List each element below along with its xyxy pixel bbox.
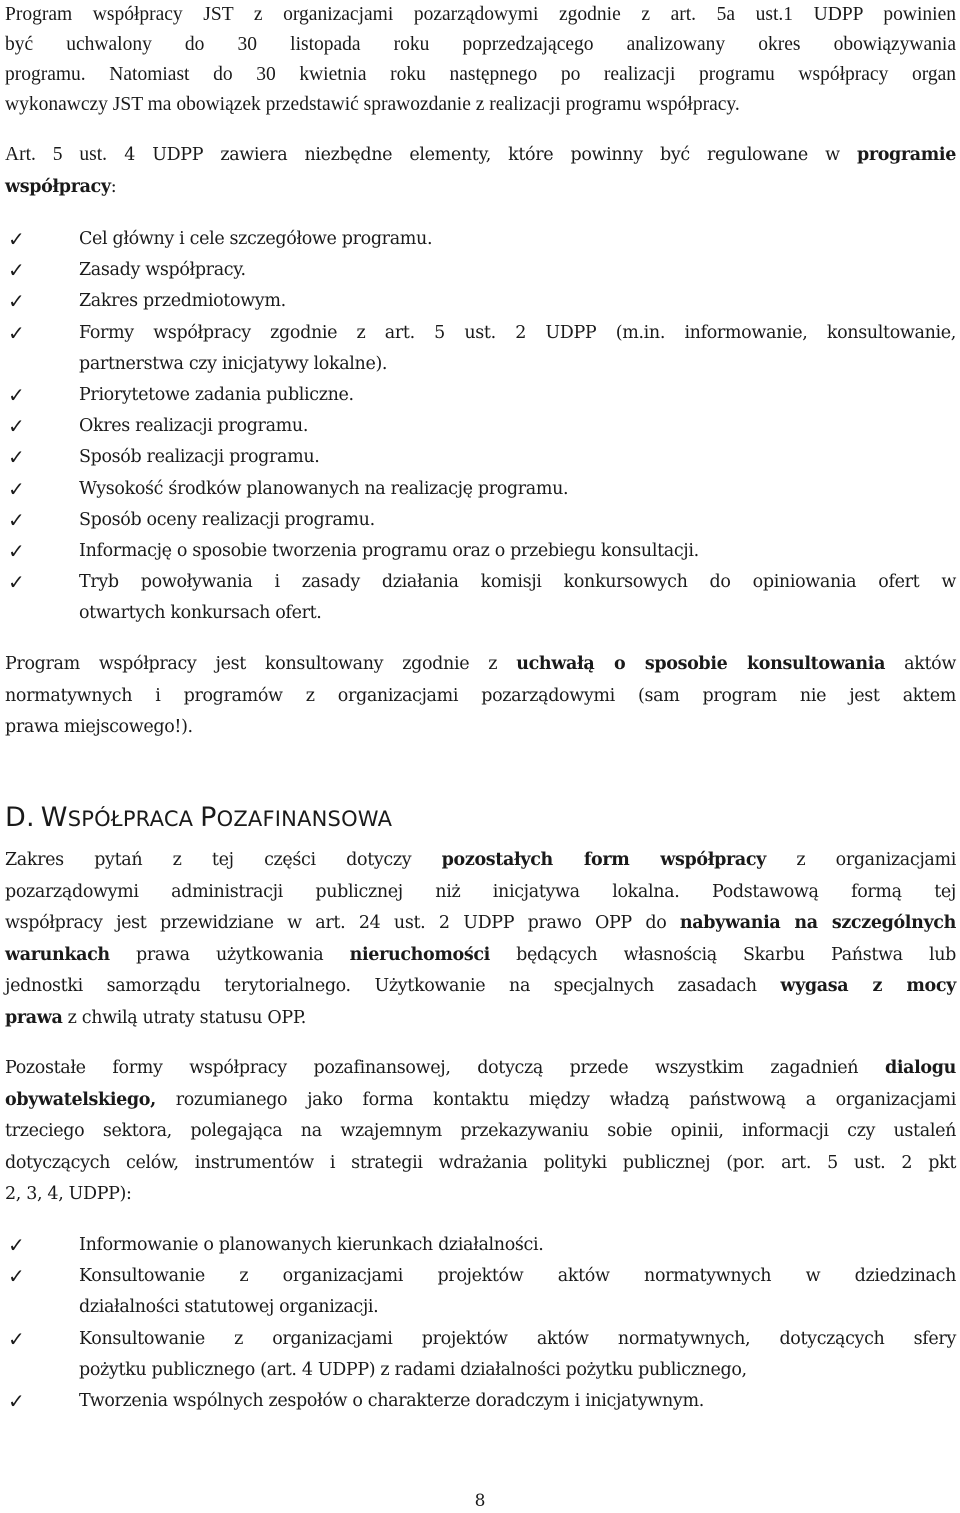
nonfin-text: z chwilą utraty statusu OPP. [62,1007,306,1028]
consult-bold: uchwałą o sposobie konsultowania [516,654,886,674]
checkmark-icon: ✓ [8,539,25,564]
checkmark-icon: ✓ [8,1264,25,1289]
list-item-text: Sposób oceny realizacji programu. [79,509,375,530]
list-item [5,286,956,317]
dialog-line-5: 2, 3, 4, UDPP): [5,1184,132,1204]
section-number: D. [5,802,35,833]
nonfin-text: będących własnością Skarbu Państwa lub [489,944,957,965]
heading-smallcaps-2: OZAFINANSOWA [216,807,393,831]
list-item [5,380,956,411]
nonfin-bold: prawa [5,1007,63,1028]
checkmark-icon: ✓ [8,1326,25,1351]
checkmark-icon: ✓ [8,414,25,439]
list-item-text: Informację o sposobie tworzenia programu oraz o przebiegu konsultacji. [79,541,699,562]
dialog-line-2 [5,1085,956,1117]
list-item [5,536,956,567]
heading-smallcaps-1: SPÓŁPRACA [67,807,201,831]
dialogue-paragraph [5,1053,956,1211]
art5-paragraph [5,140,956,203]
checkmark-icon: ✓ [8,1389,25,1414]
list-item-text-continued: partnerstwa czy inicjatywy lokalne). [79,353,388,374]
list-item-text: Tryb powoływania i zasady działania komisji konkursowych do opiniowania ofert w [79,572,956,593]
list-item-text-continued: działalności statutowej organizacji. [79,1297,379,1318]
nonfinancial-paragraph [5,845,956,1034]
dialog-line-4: dotyczących celów, instrumentów i strategii wdrażania polityki publicznej (por. art. 5 ust. 2 pkt [5,1152,956,1173]
nonfin-bold: nieruchomości [349,944,490,965]
nonfin-bold: warunkach [5,944,110,965]
dialog-bold: dialogu [884,1058,956,1078]
list-item [5,1230,956,1261]
checkmark-icon: ✓ [8,570,25,595]
dialog-bold: obywatelskiego, [5,1089,156,1110]
art5-colon: : [110,176,117,197]
consultation-paragraph [5,649,956,744]
list-item-text: Konsultowanie z organizacjami projektów aktów normatywnych w dziedzinach [79,1266,956,1287]
nonfin-line-5 [5,971,956,1003]
list-item-text-continued: pożytku publicznego (art. 4 UDPP) z radami działalności pożytku publicznego, [79,1359,747,1380]
list-item [5,1261,956,1323]
checkmark-icon: ✓ [8,445,25,470]
nonfin-bold: pozostałych form współpracy [441,850,766,870]
list-item-text: Tworzenia wspólnych zespołów o charakterze doradczym i inicjatywnym. [79,1391,704,1412]
consult-line-2: normatywnych i programów z organizacjami pozarządowymi (sam program nie jest aktem [5,685,956,706]
list-item-text: Okres realizacji programu. [79,416,309,437]
dialog-line-3: trzeciego sektora, polegająca na wzajemnym przekazywaniu sobie opinii, informacji czy ustaleń [5,1121,956,1141]
list-item-text: Cel główny i cele szczegółowe programu. [79,229,433,249]
list-item [5,318,956,380]
list-item [5,442,956,473]
list-item-text: Wysokość środków planowanych na realizację programu. [79,478,569,499]
art5-line-1 [5,140,956,172]
nonfin-line-2: pozarządowymi administracji publicznej niż inicjatywa lokalna. Podstawową formą tej [5,881,956,902]
nonfin-text: prawa użytkowania [109,944,350,965]
list-item [5,224,956,255]
dialog-line-1 [5,1053,956,1085]
nonfin-line-3 [5,908,956,940]
checkmark-icon: ✓ [8,383,25,408]
nonfin-bold: wygasa z mocy [780,976,956,996]
consult-text-c: aktów [885,654,956,674]
intro-line-4: wykonawczy JST ma obowiązek przedstawić sprawozdanie z realizacji programu współpracy. [5,94,740,115]
checkmark-icon: ✓ [8,320,25,345]
consult-line-3: prawa miejscowego!). [5,717,193,737]
intro-line-2: być uchwalony do 30 listopada roku poprzedzającego analizowany okres obowiązywania [5,34,956,55]
checkmark-icon: ✓ [8,476,25,501]
nonfin-text: jednostki samorządu terytorialnego. Użytkowanie na specjalnych zasadach [5,976,781,996]
list-item [5,567,956,629]
dialog-text: Pozostałe formy współpracy pozafinansowej, dotyczą przede wszystkim zagadnień [5,1058,885,1078]
checkmark-icon: ✓ [8,227,25,251]
nonfin-text: z organizacjami [765,850,956,870]
list-item-text: Priorytetowe zadania publiczne. [79,385,354,406]
intro-line-3: programu. Natomiast do 30 kwietnia roku następnego po realizacji programu współpracy organ [5,64,956,85]
list-item-text: Informowanie o planowanych kierunkach działalności. [79,1235,544,1255]
list-item [5,255,956,286]
art5-bold-2: współpracy [5,176,111,197]
list-item [5,1386,956,1417]
list-item-text: Zasady współpracy. [79,260,246,281]
list-item [5,474,956,505]
nonfin-bold: nabywania na szczególnych [679,913,956,933]
list-item-text-continued: otwartych konkursach ofert. [79,603,322,624]
consult-text-a: Program współpracy jest konsultowany zgodnie z [5,654,517,674]
dialog-text: rozumianego jako forma kontaktu między władzą państwową a organizacjami [155,1089,956,1110]
consult-line-1 [5,649,956,681]
art5-line-2 [5,172,956,204]
list-item-text: Zakres przedmiotowym. [79,291,286,312]
page-number: 8 [474,1491,486,1511]
list-item-text: Formy współpracy zgodnie z art. 5 ust. 2 UDPP (m.in. informowanie, konsultowanie, [79,322,956,343]
checkmark-icon: ✓ [8,507,25,532]
nonfin-text: Zakres pytań z tej części dotyczy [5,850,442,870]
list-item-text: Konsultowanie z organizacjami projektów aktów normatywnych, dotyczących sfery [79,1328,956,1349]
checkmark-icon: ✓ [8,289,25,314]
program-elements-list [5,224,956,630]
art5-text: 4 UDPP zawiera niezbędne elementy, które powinny być regulowane w [107,145,857,165]
list-item [5,505,956,536]
nonfin-line-4 [5,940,956,972]
intro-paragraph [5,0,956,120]
art5-bold: programie [856,145,957,165]
nonfin-text: współpracy jest przewidziane w art. 24 ust. 2 UDPP prawo OPP do [5,913,680,933]
art5-prefix: Art. 5 ust. [5,144,107,165]
list-item-text: Sposób realizacji programu. [79,447,320,468]
heading-cap-p: P [200,802,217,833]
nonfin-line-6 [5,1003,956,1035]
nonfin-line-1 [5,845,956,877]
list-item [5,411,956,442]
intro-line-1: Program współpracy JST z organizacjami pozarządowymi zgodnie z art. 5a ust.1 UDPP powinien [5,4,956,25]
checkmark-icon: ✓ [8,258,25,283]
heading-cap-w: W [40,802,68,833]
section-heading [5,798,392,839]
dialogue-forms-list [5,1230,956,1417]
checkmark-icon: ✓ [8,1233,25,1257]
list-item [5,1324,956,1386]
